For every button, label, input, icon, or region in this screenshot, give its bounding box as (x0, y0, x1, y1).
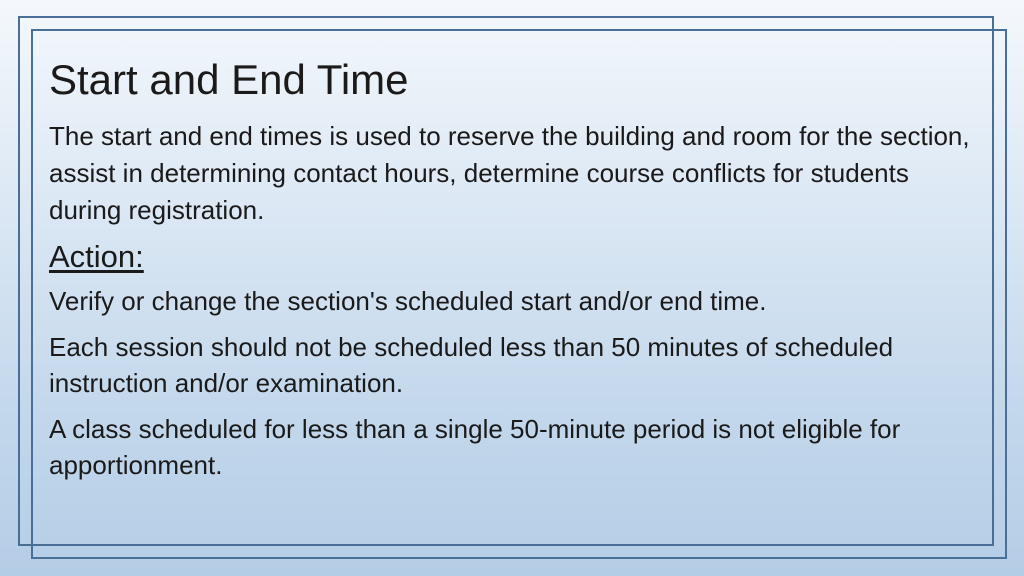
intro-paragraph: The start and end times is used to reserve the building and room for the section, assist in determining contact hours, determine course conflicts for students during registration. (49, 121, 970, 225)
action-point-3: A class scheduled for less than a single 50-minute period is not eligible for apportionment. (49, 414, 901, 480)
action-point-2: Each session should not be scheduled less than 50 minutes of scheduled instruction and/or examination. (49, 332, 894, 398)
action-heading: Action: (49, 239, 144, 274)
slide-content (49, 56, 979, 493)
slide-title: Start and End Time (49, 56, 409, 103)
action-point-1: Verify or change the section's scheduled start and/or end time. (49, 286, 767, 316)
